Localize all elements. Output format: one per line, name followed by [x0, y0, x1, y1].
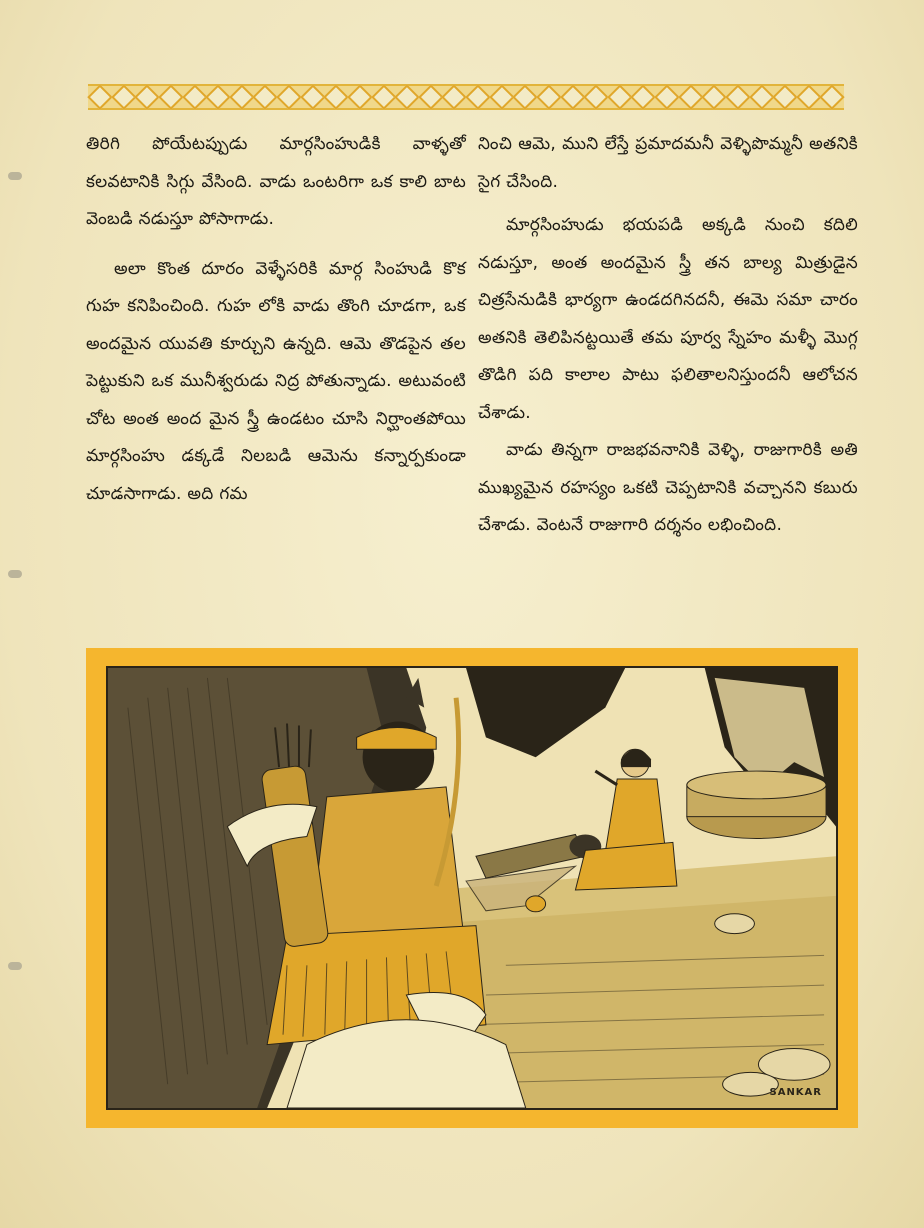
punch-hole	[8, 570, 22, 578]
paragraph: తిరిగి పోయేటప్పుడు మార్గసింహుడికి వాళ్ళతో కలవటానికి సిగ్గు వేసింది. వాడు ఒంటరిగా ఒక కాలి బాట వెంబడి నడుస్తూ పోసాగాడు.	[86, 134, 466, 229]
paragraph: మార్గసింహుడు భయపడి అక్కడి నుంచి కదిలి నడుస్తూ, అంత అందమైన స్త్రీ తన బాల్య మిత్రుడైన చిత్రసేనుడికి భార్యగా ఉండదగినదనీ, ఈమె సమా చారం అతనికి తెలిపినట్టయితే తమ పూర్వ స్నేహం మళ్ళీ మొగ్గ తొడిగి పది కాలాల పాటు ఫలితాలనిస్తుందనీ ఆలోచన చేశాడు.	[478, 215, 858, 423]
illustration-frame	[86, 648, 858, 1128]
text-column-right	[478, 126, 858, 545]
paragraph: అలా కొంత దూరం వెళ్ళేసరికి మార్గ సింహుడి కొక గుహ కనిపించింది. గుహ లోకి వాడు తొంగి చూడగా, ఒక అందమైన యువతి కూర్చుని ఉన్నది. ఆమె తొడపైన తల పెట్టుకుని ఒక మునీశ్వరుడు నిద్ర పోతున్నాడు. అటువంటి చోట అంత అంద మైన స్త్రీ ఉండటం చూసి నిర్ఘాంతపోయి మార్గసింహు డక్కడే నిలబడి ఆమెను కన్నార్పకుండా చూడసాగాడు. అది గమ	[86, 258, 466, 504]
paragraph: వాడు తిన్నగా రాజభవనానికి వెళ్ళి, రాజుగారికి అతి ముఖ్యమైన రహస్యం ఒకటి చెప్పటానికి వచ్చానని కబురు చేశాడు. వెంటనే రాజుగారి దర్శనం లభించింది.	[478, 440, 858, 535]
text-column-left	[86, 126, 466, 513]
punch-hole	[8, 172, 22, 180]
paragraph: నించి ఆమె, ముని లేస్తే ప్రమాదమనీ వెళ్ళిపొమ్మనీ అతనికి సైగ చేసింది.	[478, 134, 858, 192]
artist-signature: SANKAR	[769, 1087, 822, 1098]
decorative-border	[88, 84, 844, 110]
punch-hole	[8, 962, 22, 970]
cave-illustration	[106, 666, 838, 1110]
cave-scene-drawing	[108, 668, 836, 1108]
